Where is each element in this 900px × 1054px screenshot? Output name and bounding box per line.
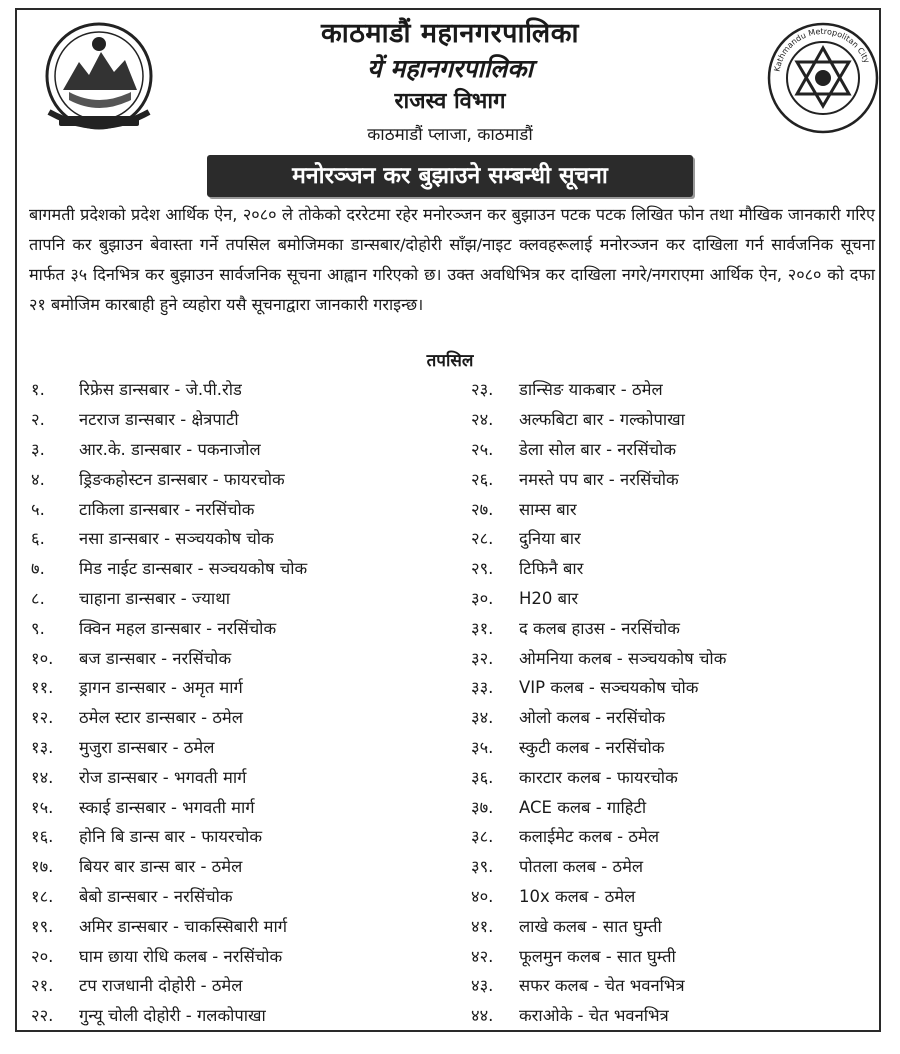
department-name: राजस्व विभाग	[394, 89, 506, 114]
list-item-number: १६.	[31, 827, 54, 847]
list-item-name: चाहाना डान्सबार - ज्याथा	[79, 588, 231, 608]
list-item	[25, 851, 425, 881]
list-item-name: घाम छाया रोधि कलब - नरसिंचोक	[79, 946, 283, 966]
list-item-number: १२.	[31, 708, 54, 728]
list-item-number: ४१.	[471, 916, 494, 936]
notice-body: बागमती प्रदेशको प्रदेश आर्थिक ऐन, २०८० ले तोकेको दररेटमा रहेर मनोरञ्जन कर बुझाउन पटक पटक लिखित फोन तथा मौखिक जानकारी गरिए तापनि कर बुझाउन बेवास्ता गर्ने तपसिल बमोजिमका डान्सबार/दोहोरी साँझ/नाइट क्लवहरूलाई मनोरञ्जन कर दाखिला गर्न सार्वजनिक सूचना मार्फत ३५ दिनभित्र कर बुझाउन सार्वजनिक सूचना आह्वान गरिएको छ। उक्त अवधिभित्र कर दाखिला नगरे/नगराएमा आर्थिक ऐन, २०८० को दफा २१ बमोजिम कारबाही हुने व्यहोरा यसै सूचनाद्वारा जानकारी गराइन्छ।	[29, 205, 875, 314]
list-item	[465, 523, 865, 553]
list-item-name: H20 बार	[519, 588, 579, 608]
list-item-number: २६.	[471, 469, 494, 489]
list-item-number: ३.	[31, 439, 45, 459]
list-item-name: क्विन महल डान्सबार - नरसिंचोक	[79, 618, 277, 638]
list-item-name: होनि बि डान्स बार - फायरचोक	[79, 827, 263, 847]
list-item-number: ४३.	[471, 976, 494, 996]
list-item-name: दुनिया बार	[519, 529, 581, 549]
list-item-name: 10x कलब - ठमेल	[519, 886, 636, 906]
list-item-name: नसा डान्सबार - सञ्चयकोष चोक	[79, 529, 274, 549]
list-item-name: टिफिनै बार	[519, 559, 584, 579]
list-item-number: १३.	[31, 737, 54, 757]
list-item	[465, 1000, 865, 1030]
list-item-name: कलाईमेट कलब - ठमेल	[519, 827, 660, 847]
title-block	[167, 16, 733, 150]
list-item	[25, 702, 425, 732]
list-item-number: ३२.	[471, 648, 494, 668]
kmc-logo	[765, 20, 881, 136]
list-item	[465, 791, 865, 821]
list-item	[25, 493, 425, 523]
list-item-number: ३८.	[471, 827, 494, 847]
list-item-name: टप राजधानी दोहोरी - ठमेल	[79, 976, 243, 996]
list-item-name: स्काई डान्सबार - भगवती मार्ग	[79, 797, 255, 817]
list-item-name: मिड नाईट डान्सबार - सञ्चयकोष चोक	[79, 559, 308, 579]
list-item-name: ठमेल स्टार डान्सबार - ठमेल	[79, 708, 243, 728]
list-item-name: द कलब हाउस - नरसिंचोक	[519, 618, 680, 638]
list-item-number: १९.	[31, 916, 54, 936]
list-item-number: २१.	[31, 976, 54, 996]
kmc-logo-text: Kathmandu Metropolitan City	[772, 26, 872, 73]
notice-heading-banner: मनोरञ्जन कर बुझाउने सम्बन्धी सूचना	[207, 155, 693, 197]
list-item	[25, 374, 425, 404]
list-item-name: अमिर डान्सबार - चाकस्सिबारी मार्ग	[79, 916, 288, 936]
list-item	[25, 583, 425, 613]
list-item-name: नमस्ते पप बार - नरसिंचोक	[519, 469, 679, 489]
list-item-number: १५.	[31, 797, 54, 817]
list-item-number: ३४.	[471, 708, 494, 728]
list-item-name: नटराज डान्सबार - क्षेत्रपाटी	[79, 410, 239, 430]
list-item-number: २.	[31, 410, 45, 430]
list-item-number: १०.	[31, 648, 54, 668]
list-item-number: २८.	[471, 529, 494, 549]
list-item-number: १७.	[31, 857, 54, 877]
list-item	[25, 434, 425, 464]
list-item	[25, 881, 425, 911]
list-item-number: २३.	[471, 380, 494, 400]
list-item-number: २४.	[471, 410, 494, 430]
list-item-name: बियर बार डान्स बार - ठमेल	[79, 857, 243, 877]
list-item-name: बेबो डान्सबार - नरसिंचोक	[79, 886, 233, 906]
list-item-name: फूलमुन कलब - सात घुम्ती	[519, 946, 676, 966]
list-item-name: स्कुटी कलब - नरसिंचोक	[519, 737, 665, 757]
list-left-column	[25, 374, 425, 1030]
list-item-number: ४०.	[471, 886, 494, 906]
list-item	[25, 463, 425, 493]
list-item	[25, 821, 425, 851]
list-item-number: ४.	[31, 469, 45, 489]
list-item-name: टाकिला डान्सबार - नरसिंचोक	[79, 499, 255, 519]
list-item	[25, 910, 425, 940]
list-item	[465, 851, 865, 881]
list-item	[465, 404, 865, 434]
list-item-name: कारटार कलब - फायरचोक	[519, 767, 678, 787]
list-item	[465, 583, 865, 613]
list-item-number: १.	[31, 380, 45, 400]
list-item	[465, 463, 865, 493]
list-item-number: ५.	[31, 499, 45, 519]
list-item	[465, 821, 865, 851]
list-item-name: सफर कलब - चेत भवनभित्र	[519, 976, 685, 996]
list-item-number: ३७.	[471, 797, 494, 817]
list-item	[465, 553, 865, 583]
list-item-name: बज डान्सबार - नरसिंचोक	[79, 648, 232, 668]
list-item-name: ड्रिङकहोस्टन डान्सबार - फायरचोक	[79, 469, 285, 489]
list-item-name: डेला सोल बार - नरसिंचोक	[519, 439, 677, 459]
list-item	[25, 940, 425, 970]
list-item	[25, 612, 425, 642]
list-item-name: आर.के. डान्सबार - पकनाजोल	[79, 439, 261, 459]
list-item-number: २५.	[471, 439, 494, 459]
list-item	[465, 434, 865, 464]
list-item-name: डान्सिङ याकबार - ठमेल	[519, 380, 663, 400]
list-item	[25, 732, 425, 762]
list-item-number: ३९.	[471, 857, 494, 877]
office-address: काठमाडौं प्लाजा, काठमाडौं	[367, 125, 533, 145]
list-item-number: २२.	[31, 1006, 54, 1026]
list-item-name: पोतला कलब - ठमेल	[519, 857, 644, 877]
list-item-name: कराओके - चेत भवनभित्र	[519, 1006, 669, 1026]
list-item-number: ६.	[31, 529, 45, 549]
list-item-number: २०.	[31, 946, 54, 966]
list-item-number: ३१.	[471, 618, 494, 638]
list-item	[465, 761, 865, 791]
list-item	[465, 672, 865, 702]
list-item-name: अल्फबिटा बार - गल्कोपाखा	[519, 410, 685, 430]
list-item-number: ३०.	[471, 588, 494, 608]
list-item	[465, 493, 865, 523]
list-item	[25, 672, 425, 702]
list-item-number: ७.	[31, 559, 45, 579]
list-item	[465, 702, 865, 732]
list-item-number: १८.	[31, 886, 54, 906]
list-item-number: १४.	[31, 767, 54, 787]
list-item-name: ओलो कलब - नरसिंचोक	[519, 708, 666, 728]
list-item	[465, 970, 865, 1000]
list-item-number: ८.	[31, 588, 45, 608]
list-item-name: रिफ्रेस डान्सबार - जे.पी.रोड	[79, 380, 242, 400]
list-item	[25, 970, 425, 1000]
list-item	[465, 732, 865, 762]
list-item	[25, 404, 425, 434]
list-item	[25, 553, 425, 583]
notice-frame	[15, 8, 881, 1032]
list-item-name: साम्स बार	[519, 499, 577, 519]
list-item	[465, 910, 865, 940]
municipality-title: काठमाडौं महानगरपालिका	[321, 18, 579, 49]
list-item	[25, 523, 425, 553]
list-right-column	[465, 374, 865, 1030]
notice-header	[17, 10, 883, 210]
list-item-number: ९.	[31, 618, 45, 638]
list-item	[465, 642, 865, 672]
list-item-number: ३६.	[471, 767, 494, 787]
nepal-emblem-logo	[39, 20, 159, 138]
list-item-number: ४२.	[471, 946, 494, 966]
list-item	[25, 761, 425, 791]
list-item-name: लाखे कलब - सात घुम्ती	[519, 916, 662, 936]
list-item	[25, 642, 425, 672]
list-item-number: ११.	[31, 678, 54, 698]
list-item-number: २७.	[471, 499, 494, 519]
list-item-name: गुन्यू चोली दोहोरी - गलकोपाखा	[79, 1006, 266, 1026]
list-item-number: ४४.	[471, 1006, 494, 1026]
list-item-number: २९.	[471, 559, 494, 579]
list-item	[25, 1000, 425, 1030]
list-item-number: ३५.	[471, 737, 494, 757]
list-item-name: ACE कलब - गाहिटी	[519, 797, 647, 817]
list-item	[465, 881, 865, 911]
list-item-name: VIP कलब - सञ्चयकोष चोक	[519, 678, 699, 698]
municipality-title-newari: यें महानगरपालिका	[367, 54, 533, 83]
list-item-name: ओमनिया कलब - सञ्चयकोष चोक	[519, 648, 727, 668]
list-item	[465, 374, 865, 404]
list-item	[465, 612, 865, 642]
list-item-number: ३३.	[471, 678, 494, 698]
list-item	[465, 940, 865, 970]
list-item-name: ड्रागन डान्सबार - अमृत मार्ग	[79, 678, 243, 698]
list-item-name: रोज डान्सबार - भगवती मार्ग	[79, 767, 247, 787]
list-item	[25, 791, 425, 821]
list-heading: तपसिल	[426, 351, 474, 371]
list-item-name: मुजुरा डान्सबार - ठमेल	[79, 737, 215, 757]
